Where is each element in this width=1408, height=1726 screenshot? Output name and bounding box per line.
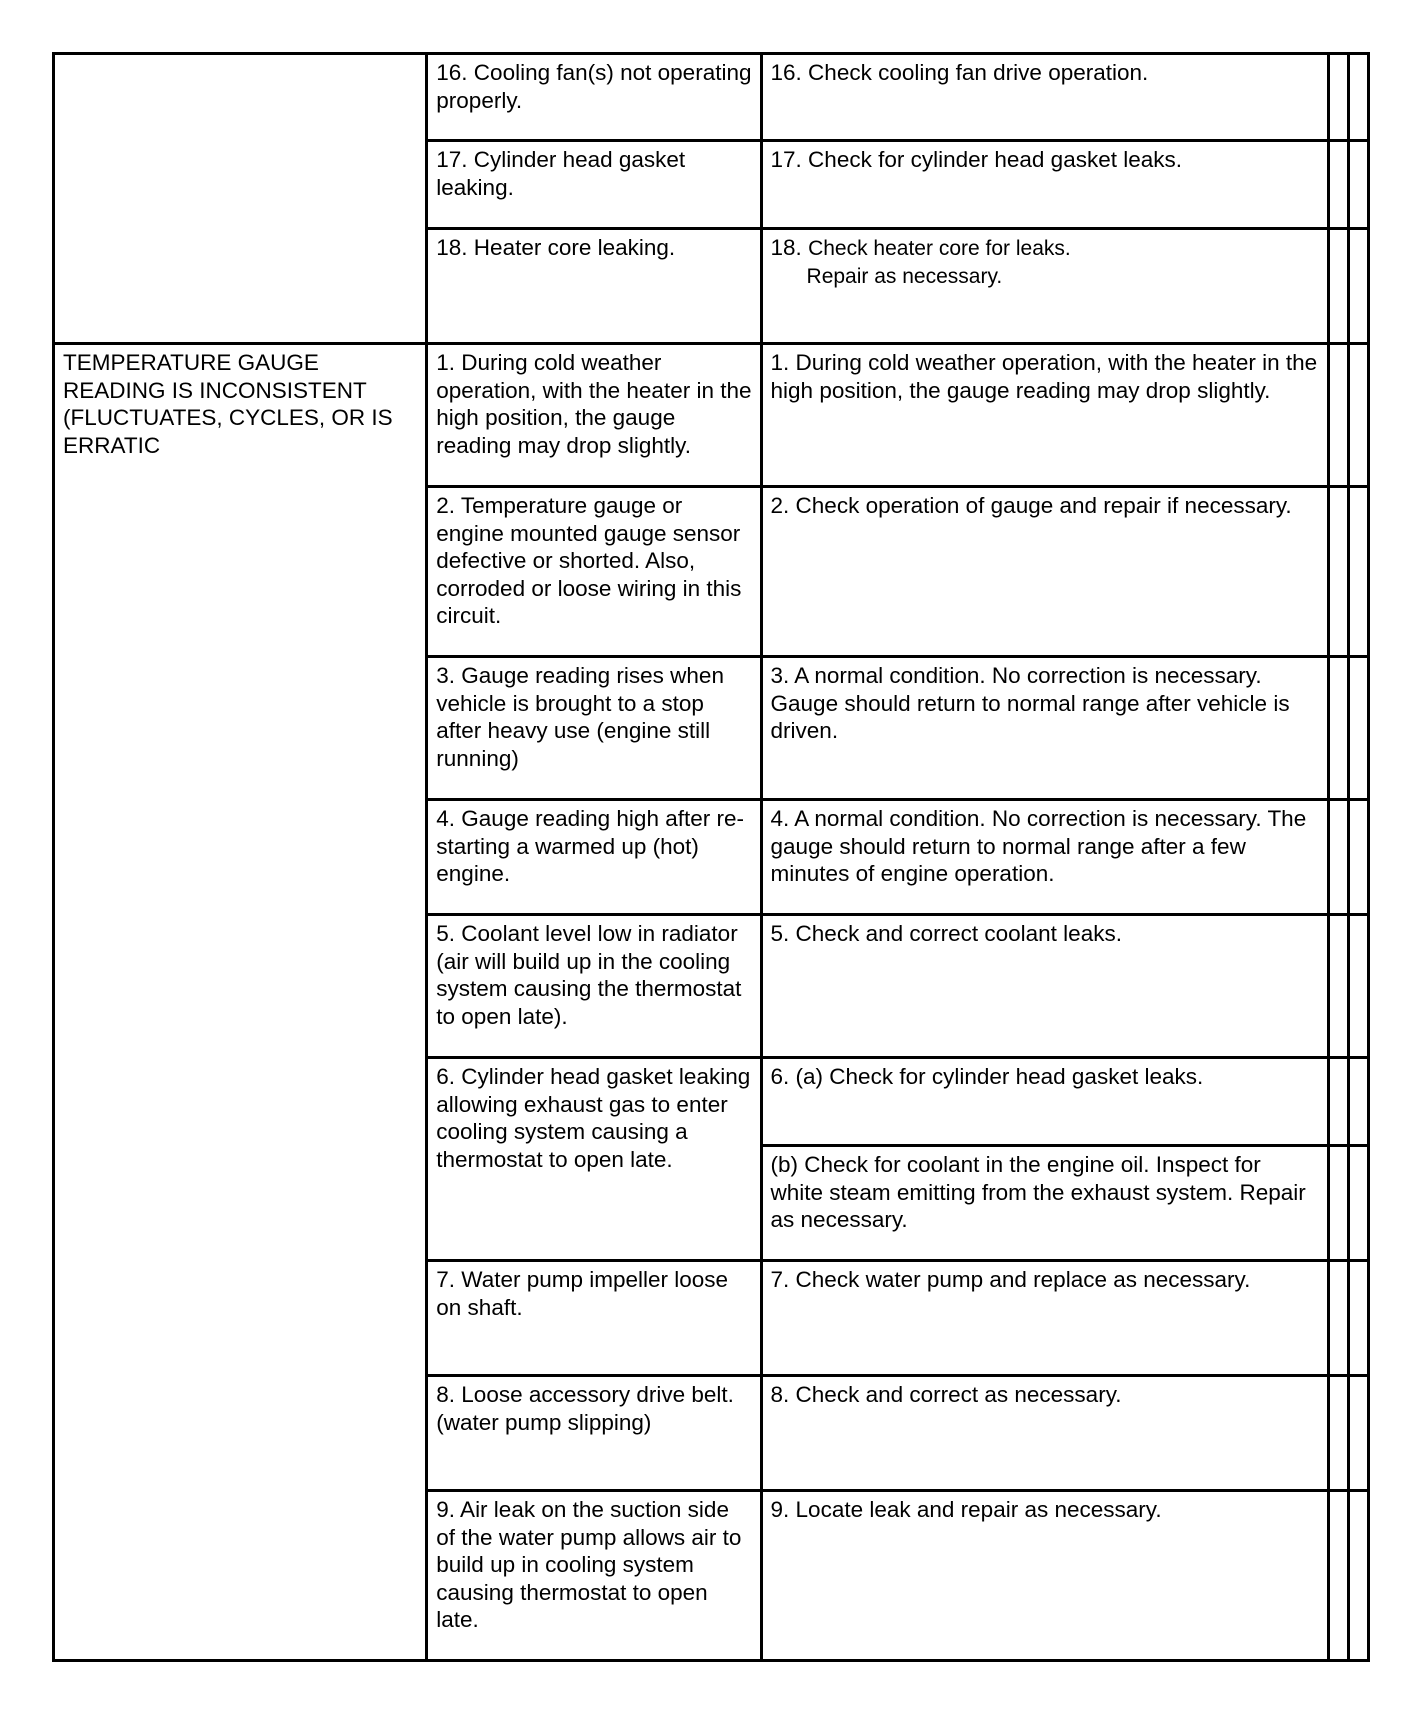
check-column (1348, 915, 1368, 1058)
cause-cell: 1. During cold weather operation, with the heater in the high position, the gauge reading may drop slightly. (427, 344, 761, 487)
check-column (1328, 1146, 1348, 1261)
check-column (1328, 1491, 1348, 1661)
check-column (1348, 344, 1368, 487)
cause-cell: 9. Air leak on the suction side of the water pump allows air to build up in cooling system causing thermostat to open late. (427, 1491, 761, 1661)
check-column (1348, 1491, 1368, 1661)
check-column (1328, 1261, 1348, 1376)
check-column (1348, 657, 1368, 800)
condition-cell-empty (54, 54, 427, 344)
cause-cell: 4. Gauge reading high after re-starting a warmed up (hot) engine. (427, 800, 761, 915)
check-column (1348, 487, 1368, 657)
cause-cell: 5. Coolant level low in radiator (air will build up in the cooling system causing the thermostat to open late). (427, 915, 761, 1058)
diagnosis-table (52, 52, 1370, 1662)
correction-line: Repair as necessary. (806, 264, 1003, 288)
cause-cell: 6. Cylinder head gasket leaking allowing exhaust gas to enter cooling system causing a thermostat to open late. (427, 1058, 761, 1261)
check-column (1328, 141, 1348, 229)
correction-cell: 4. A normal condition. No correction is necessary. The gauge should return to normal range after a few minutes of engine operation. (761, 800, 1328, 915)
correction-cell: 8. Check and correct as necessary. (761, 1376, 1328, 1491)
check-column (1348, 1261, 1368, 1376)
check-column (1328, 54, 1348, 141)
correction-cell: 3. A normal condition. No correction is necessary. Gauge should return to normal range after vehicle is driven. (761, 657, 1328, 800)
correction-cell: 16. Check cooling fan drive operation. (761, 54, 1328, 141)
check-column (1348, 229, 1368, 344)
cause-cell: 2. Temperature gauge or engine mounted gauge sensor defective or shorted. Also, corroded or loose wiring in this circuit. (427, 487, 761, 657)
check-column (1348, 1376, 1368, 1491)
check-column (1348, 1058, 1368, 1146)
check-column (1348, 1146, 1368, 1261)
cause-cell: 7. Water pump impeller loose on shaft. (427, 1261, 761, 1376)
correction-cell (761, 229, 1328, 344)
check-column (1328, 1376, 1348, 1491)
cause-cell: 16. Cooling fan(s) not operating properly. (427, 54, 761, 141)
table-row (54, 344, 1369, 487)
check-column (1328, 229, 1348, 344)
check-column (1328, 344, 1348, 487)
check-column (1348, 800, 1368, 915)
diagnosis-document (52, 52, 1370, 1662)
check-column (1328, 915, 1348, 1058)
correction-cell: 2. Check operation of gauge and repair if necessary. (761, 487, 1328, 657)
correction-cell: 1. During cold weather operation, with the heater in the high position, the gauge reading may drop slightly. (761, 344, 1328, 487)
correction-cell: 17. Check for cylinder head gasket leaks. (761, 141, 1328, 229)
cause-cell: 8. Loose accessory drive belt. (water pump slipping) (427, 1376, 761, 1491)
correction-cell: 7. Check water pump and replace as necessary. (761, 1261, 1328, 1376)
correction-number: 18. (770, 235, 802, 260)
correction-cell: 5. Check and correct coolant leaks. (761, 915, 1328, 1058)
correction-cell: 6. (a) Check for cylinder head gasket leaks. (761, 1058, 1328, 1146)
correction-line: Check heater core for leaks. (808, 237, 1071, 260)
cause-cell: 3. Gauge reading rises when vehicle is brought to a stop after heavy use (engine still running) (427, 657, 761, 800)
condition-cell: TEMPERATURE GAUGE READING IS INCONSISTENT (FLUCTUATES, CYCLES, OR IS ERRATIC (54, 344, 427, 1661)
table-row (54, 54, 1369, 141)
check-column (1328, 800, 1348, 915)
correction-cell: (b) Check for coolant in the engine oil. Inspect for white steam emitting from the exhaust system. Repair as necessary. (761, 1146, 1328, 1261)
check-column (1328, 1058, 1348, 1146)
correction-cell: 9. Locate leak and repair as necessary. (761, 1491, 1328, 1661)
check-column (1348, 54, 1368, 141)
check-column (1348, 141, 1368, 229)
cause-cell: 17. Cylinder head gasket leaking. (427, 141, 761, 229)
check-column (1328, 487, 1348, 657)
check-column (1328, 657, 1348, 800)
cause-cell: 18. Heater core leaking. (427, 229, 761, 344)
